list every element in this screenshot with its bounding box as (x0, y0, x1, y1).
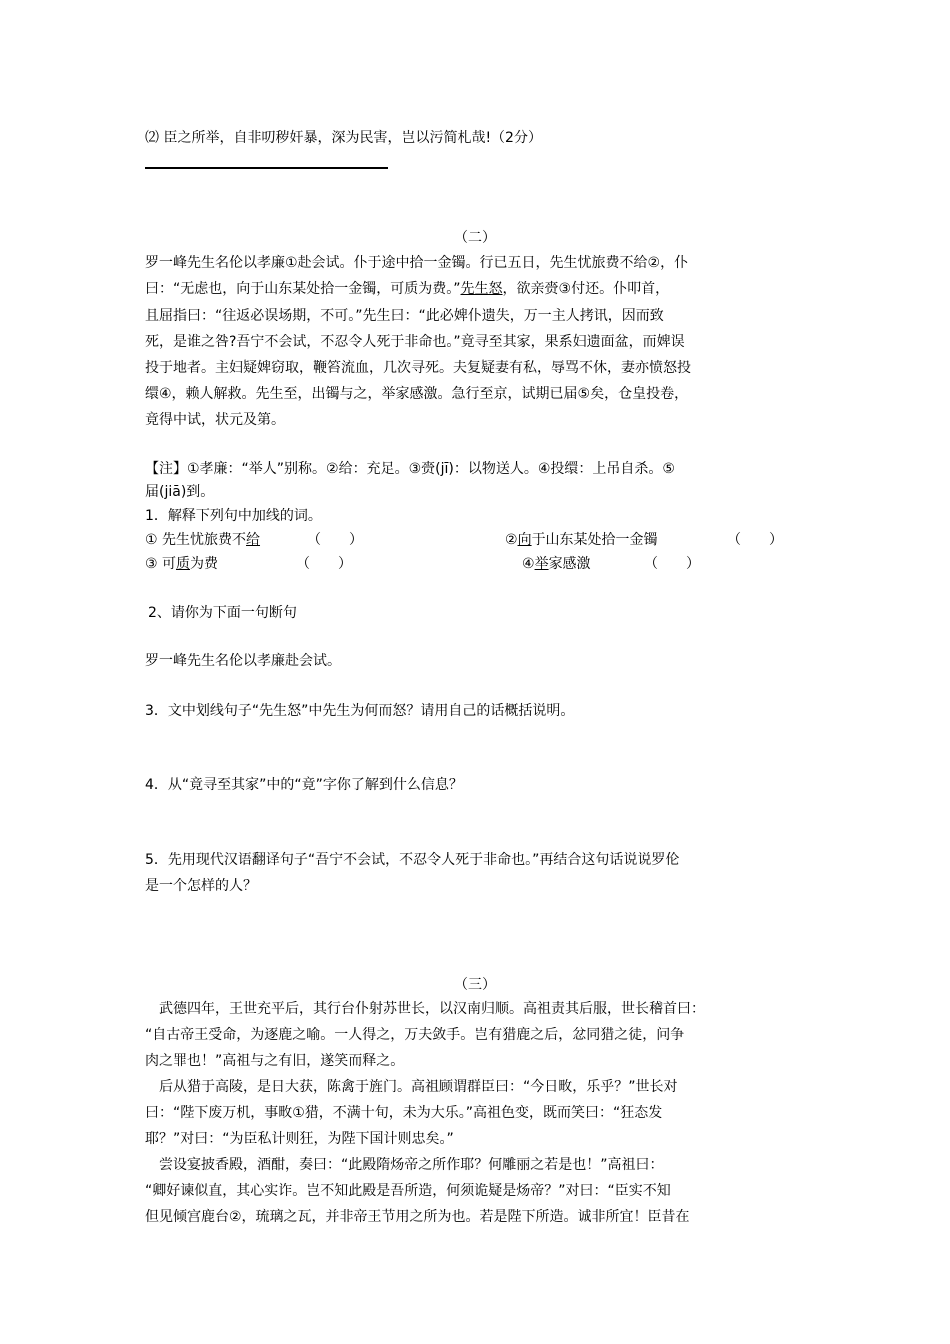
answer-paren: （ ） (296, 556, 352, 572)
question-2-title: 2、请你为下面一句断句 (148, 605, 297, 621)
passage-line: 武德四年，王世充平后，其行台仆射苏世长，以汉南归顺。高祖责其后服，世长稽首曰： (145, 1001, 705, 1017)
underlined-word: 给 (246, 532, 261, 548)
passage-line: 投于地者。主妇疑婢窃取，鞭笞流血，几次寻死。夫复疑妻有私，辱骂不休，妻亦愤怒投 (145, 360, 691, 376)
question-5-line: 5．先用现代汉语翻译句子“吾宁不会试，不忍令人死于非命也。”再结合这句话说说罗伦 (145, 852, 680, 868)
passage-text: 曰：“无虑也，向于山东某处拾一金镯，可质为费。” (145, 281, 461, 297)
answer-paren: （ ） (307, 532, 363, 548)
passage-line: 曰：“陛下废万机，事畋①猎，不满十旬，未为大乐。”高祖色变，既而笑曰：“狂态发 (145, 1105, 663, 1121)
question-1-title: 1．解释下列句中加线的词。 (145, 508, 322, 524)
vocab-item-4 (522, 554, 591, 574)
vocab-text: ① 先生忧旅费不 (145, 532, 247, 548)
vocab-item-2 (505, 530, 658, 550)
question-4: 4．从“竟寻至其家”中的“竟”字你了解到什么信息？ (145, 777, 463, 793)
section-heading-2: （二） (454, 230, 496, 246)
passage-line: 后从猎于高陵，是日大获，陈禽于旌门。高祖顾谓群臣曰：“今日畋，乐乎？”世长对 (145, 1079, 678, 1095)
footnote-line: 届(jiā)到。 (145, 484, 215, 500)
question-2-sentence: 罗一峰先生名伦以孝廉赴会试。 (145, 653, 341, 669)
underlined-word: 举 (534, 556, 549, 572)
vocab-text: 于山东某处拾一金镯 (531, 532, 658, 548)
vocab-text: ④ (522, 556, 535, 572)
vocab-item-1 (145, 530, 260, 550)
vocab-text: 为费 (190, 556, 219, 572)
question-3: 3．文中划线句子“先生怒”中先生为何而怒？请用自己的话概括说明。 (145, 703, 575, 719)
underlined-sentence: 先生怒 (460, 281, 503, 297)
passage-text: ，欲亲赍③付还。仆叩首， (502, 281, 670, 297)
passage-line: 肉之罪也！”高祖与之有旧，遂笑而释之。 (145, 1053, 405, 1069)
underlined-word: 质 (176, 556, 191, 572)
answer-paren: （ ） (644, 556, 700, 572)
vocab-text: ② (505, 532, 518, 548)
footnote-line: 【注】①孝廉：“举人”别称。②给：充足。③赍(jī)：以物送人。④投缳：上吊自杀。⑤ (145, 461, 675, 477)
passage-line: 死，是谁之咎?吾宁不会试，不忍令人死于非命也。”竟寻至其家，果系妇遗面盆，而婢误 (145, 334, 685, 350)
passage-line: 但见倾宫鹿台②，琉璃之瓦，并非帝王节用之所为也。若是陛下所造。诚非所宜！臣昔在 (145, 1209, 690, 1225)
passage-line: “自古帝王受命，为逐鹿之喻。一人得之，万夫敛手。岂有猎鹿之后，忿同猎之徒，问争 (145, 1027, 685, 1043)
answer-blank-line (145, 167, 388, 169)
passage-line: 罗一峰先生名伦以孝廉①赴会试。仆于途中拾一金镯。行已五日，先生忧旅费不给②，仆 (145, 255, 689, 271)
question-5-line: 是一个怎样的人？ (145, 878, 257, 894)
vocab-text: 家感激 (548, 556, 591, 572)
section-heading-3: （三） (454, 977, 496, 993)
vocab-text: ③ 可 (145, 556, 177, 572)
part1-question-2: ⑵ 臣之所举，自非叨秽奸暴，深为民害，岂以污简札哉!（2分） (145, 130, 542, 146)
passage-line: 尝设宴披香殿，酒酣，奏曰：“此殿隋炀帝之所作耶？何雕丽之若是也！”高祖曰： (145, 1157, 664, 1173)
passage-line: 且屈指曰：“往返必误场期，不可。”先生曰：“此必婢仆遗失，万一主人拷讯，因而致 (145, 308, 664, 324)
underlined-word: 向 (517, 532, 532, 548)
passage-line: 缳④，赖人解救。先生至，出镯与之，举家感激。急行至京，试期已届⑤矣，仓皇投卷， (145, 386, 689, 402)
passage-line (145, 279, 669, 299)
passage-line: 耶？”对曰：“为臣私计则狂，为陛下国计则忠矣。” (145, 1131, 454, 1147)
answer-paren: （ ） (727, 532, 783, 548)
passage-line: 竟得中试，状元及第。 (145, 412, 285, 428)
vocab-item-3 (145, 554, 218, 574)
passage-line: “卿好谏似直，其心实诈。岂不知此殿是吾所造，何须诡疑是炀帝？”对曰：“臣实不知 (145, 1183, 671, 1199)
